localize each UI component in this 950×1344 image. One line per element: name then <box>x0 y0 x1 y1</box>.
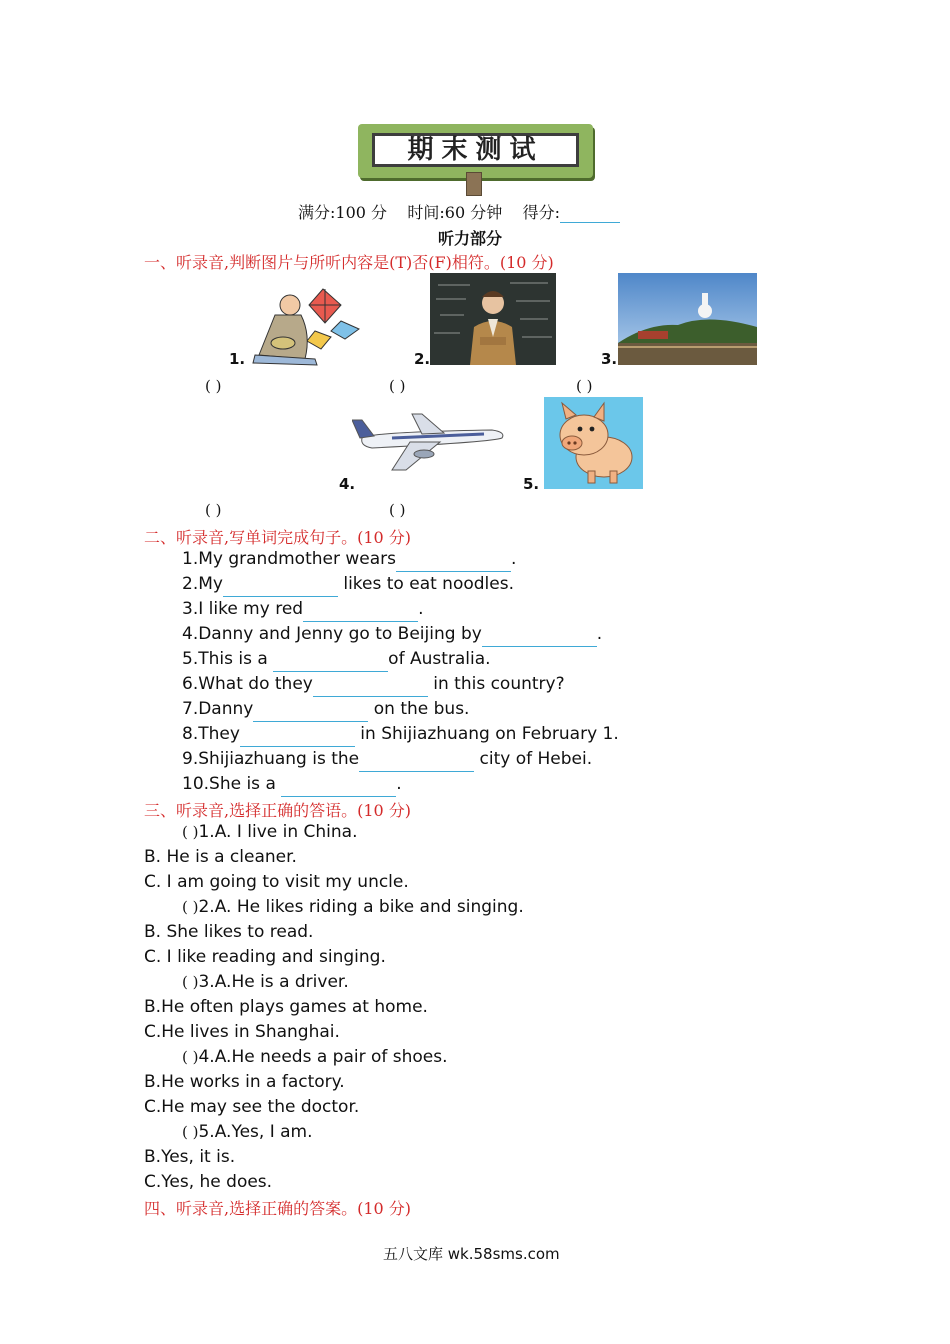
option-b: B.He often plays games at home. <box>144 997 428 1017</box>
airplane-icon <box>352 408 508 474</box>
answer-paren[interactable]: ( ) <box>182 1048 199 1066</box>
section1-title: 一、听录音,判断图片与所听内容是(T)否(F)相符。(10 分) <box>144 253 554 272</box>
option-c: C.He lives in Shanghai. <box>144 1022 340 1042</box>
part-heading: 听力部分 <box>438 229 503 248</box>
fill-in-line: 1.My grandmother wears . <box>182 547 619 572</box>
section4-title: 四、听录音,选择正确的答案。(10 分) <box>144 1199 412 1218</box>
answer-blank[interactable] <box>303 602 418 622</box>
answer-blank[interactable] <box>253 702 368 722</box>
fill-in-line: 5.This is a of Australia. <box>182 647 619 672</box>
answer-blank[interactable] <box>240 727 355 747</box>
fill-in-line: 7.Danny on the bus. <box>182 697 619 722</box>
answer-paren[interactable]: ( ) <box>182 898 199 916</box>
banner-post <box>466 172 482 196</box>
answer-paren-1[interactable]: ( ) <box>205 377 222 395</box>
score-blank[interactable] <box>560 206 620 223</box>
fill-in-line: 3.I like my red . <box>182 597 619 622</box>
picture-number: 5. <box>523 475 540 493</box>
option-c: C. I like reading and singing. <box>144 947 386 967</box>
answer-paren-4[interactable]: ( ) <box>205 501 222 519</box>
banner-board <box>372 133 579 167</box>
fill-in-line: 2.My likes to eat noodles. <box>182 572 619 597</box>
question-row: ( )2.A. He likes riding a bike and singing. <box>182 897 524 917</box>
exam-meta <box>298 200 620 223</box>
fill-in-line: 10.She is a . <box>182 772 619 797</box>
score-label: 得分: <box>522 203 560 222</box>
picture-number: 1. <box>229 350 246 368</box>
option-b: B. He is a cleaner. <box>144 847 297 867</box>
section3-title: 三、听录音,选择正确的答语。(10 分) <box>144 801 412 820</box>
answer-blank[interactable] <box>273 652 388 672</box>
fill-in-line: 6.What do they in this country? <box>182 672 619 697</box>
answer-blank[interactable] <box>313 677 428 697</box>
answer-blank[interactable] <box>223 577 338 597</box>
answer-paren[interactable]: ( ) <box>182 973 199 991</box>
fill-in-line: 9.Shijiazhuang is the city of Hebei. <box>182 747 619 772</box>
answer-blank[interactable] <box>482 627 597 647</box>
answer-blank[interactable] <box>359 752 474 772</box>
old-man-kites-icon <box>245 285 365 367</box>
answer-paren-5[interactable]: ( ) <box>389 501 406 519</box>
picture-number: 2. <box>414 350 431 368</box>
answer-paren[interactable]: ( ) <box>182 1123 199 1141</box>
option-b: B.He works in a factory. <box>144 1072 345 1092</box>
option-c: C. I am going to visit my uncle. <box>144 872 409 892</box>
full-marks: 满分:100 分 <box>298 203 388 222</box>
white-pagoda-icon <box>618 273 757 365</box>
option-c: C.He may see the doctor. <box>144 1097 360 1117</box>
title-banner <box>358 124 593 178</box>
picture-number: 3. <box>601 350 618 368</box>
answer-paren-3[interactable]: ( ) <box>576 377 593 395</box>
option-c: C.Yes, he does. <box>144 1172 273 1192</box>
footer-watermark: 五八文库 wk.58sms.com <box>383 1245 560 1263</box>
fill-in-line: 4.Danny and Jenny go to Beijing by . <box>182 622 619 647</box>
section2-title: 二、听录音,写单词完成句子。(10 分) <box>144 528 412 547</box>
pig-icon <box>544 397 643 489</box>
question-row: ( )1.A. I live in China. <box>182 822 358 842</box>
question-row: ( )4.A.He needs a pair of shoes. <box>182 1047 448 1067</box>
answer-blank[interactable] <box>396 552 511 572</box>
question-row: ( )3.A.He is a driver. <box>182 972 349 992</box>
option-b: B.Yes, it is. <box>144 1147 236 1167</box>
question-list <box>144 820 864 1195</box>
answer-paren-2[interactable]: ( ) <box>389 377 406 395</box>
answer-paren[interactable]: ( ) <box>182 823 199 841</box>
question-row: ( )5.A.Yes, I am. <box>182 1122 313 1142</box>
fill-in-list <box>182 547 619 797</box>
answer-blank[interactable] <box>281 777 396 797</box>
option-b: B. She likes to read. <box>144 922 314 942</box>
page-title: 期末测试 <box>407 135 544 165</box>
fill-in-line: 8.They in Shijiazhuang on February 1. <box>182 722 619 747</box>
picture-number: 4. <box>339 475 356 493</box>
teacher-blackboard-icon <box>430 273 556 365</box>
time-limit: 时间:60 分钟 <box>407 203 503 222</box>
